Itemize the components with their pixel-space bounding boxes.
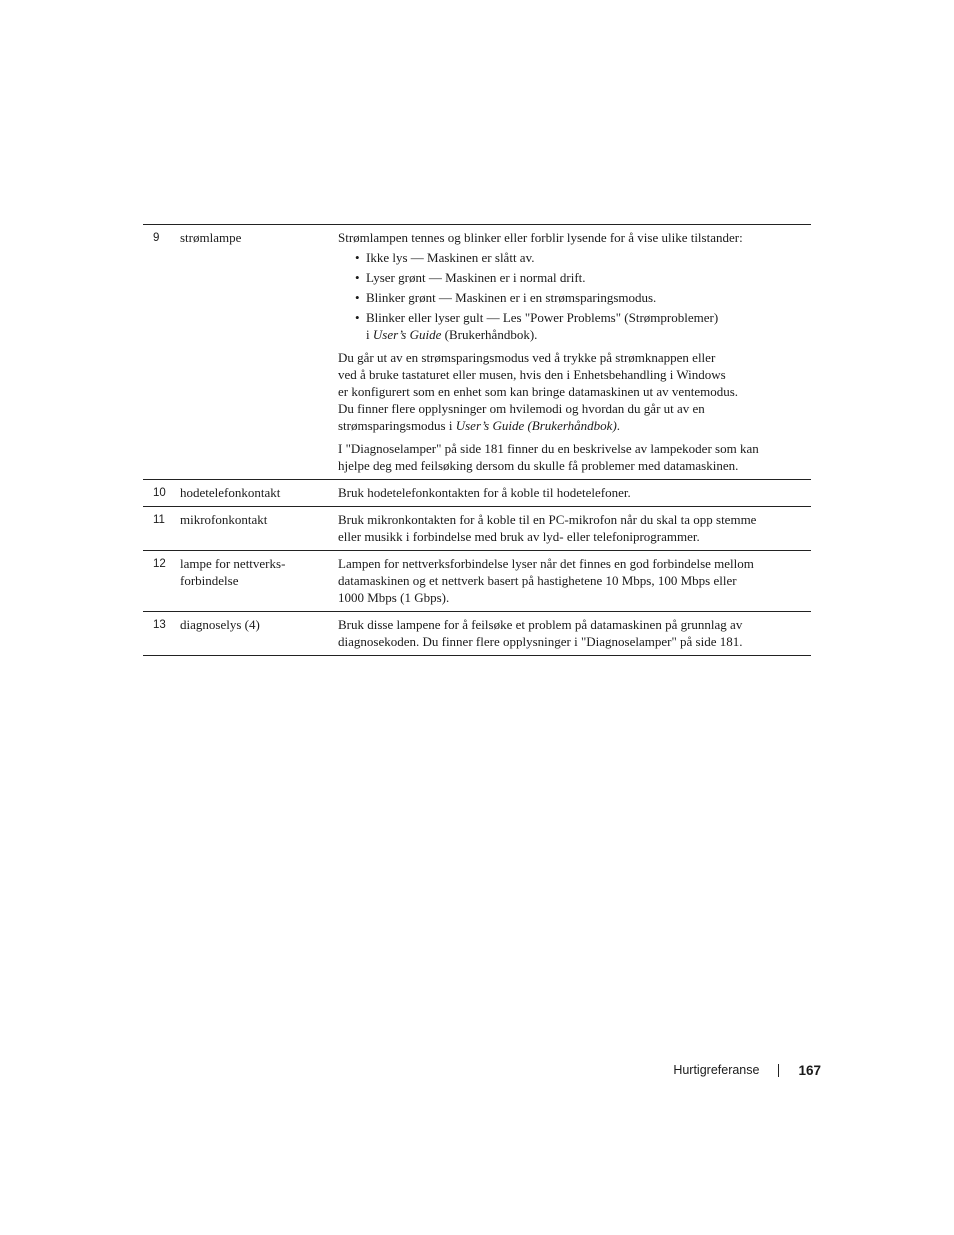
row-description: Bruk disse lampene for å feilsøke et problem på datamaskinen på grunnlag av diagnosekoden. Du finner flere opplysninger i "Diagnoselamper" på side 181. [338,617,743,649]
row-description: Bruk hodetelefonkontakten for å koble til hodetelefoner. [338,485,631,500]
row-label: strømlampe [180,230,242,245]
guide-reference: User’s Guide (Brukerhåndbok) [455,418,617,433]
table-row [143,612,811,656]
row-number: 10 [153,487,166,499]
reference-table [143,224,811,656]
footer-divider [778,1064,779,1077]
row-label: lampe for nettverks- forbindelse [180,556,286,588]
description-paragraph: Du går ut av en strømsparingsmodus ved å trykke på strømknappen eller ved å bruke tastaturet eller musen, hvis den i Enhetsbehandling i Windows er konfigurert som en enhet som kan bringe datamaskinen ut av ventemodus. Du finner flere opplysninger om hvilemodi og hvordan du går ut av en strømsparingsmodus i User’s Guide (Brukerhåndbok). [338,350,739,433]
table-row [143,507,811,551]
row-number: 9 [153,232,160,244]
row-label: hodetelefonkontakt [180,485,281,500]
description-paragraph: I "Diagnoselamper" på side 181 finner du en beskrivelse av lampekoder som kan hjelpe deg med feilsøking dersom du skulle få problemer med datamaskinen. [338,441,759,473]
status-list [338,249,810,343]
description-intro: Strømlampen tennes og blinker eller forblir lysende for å vise ulike tilstander: [338,230,743,245]
row-description: Bruk mikronkontakten for å koble til en PC-mikrofon når du skal ta opp stemme eller musikk i forbindelse med bruk av lyd- eller telefoniprogrammer. [338,512,757,544]
row-description: Lampen for nettverksforbindelse lyser når det finnes en god forbindelse mellom datamaskinen og et nettverk basert på hastighetene 10 Mbps, 100 Mbps eller 1000 Mbps (1 Gbps). [338,556,754,605]
row-number: 13 [153,619,166,631]
section-title: Hurtigreferanse [673,1063,760,1077]
table-row [143,480,811,507]
page-footer [673,1062,821,1079]
list-item: • Lyser grønt — Maskinen er i normal drift. [355,270,586,285]
list-item: • Blinker grønt — Maskinen er i en strømsparingsmodus. [355,290,657,305]
table-row [143,551,811,612]
row-label: mikrofonkontakt [180,512,268,527]
row-label: diagnoselys (4) [180,617,260,632]
row-number: 11 [153,514,165,526]
list-item: • Blinker eller lyser gult — Les "Power Problems" (Strømproblemer) i User’s Guide (Brukerhåndbok). [355,310,719,342]
table-row [143,225,811,480]
row-description [338,229,810,474]
row-number: 12 [153,558,166,570]
page-number: 167 [798,1063,821,1078]
guide-reference: User’s Guide [372,327,442,342]
list-item: • Ikke lys — Maskinen er slått av. [355,250,535,265]
